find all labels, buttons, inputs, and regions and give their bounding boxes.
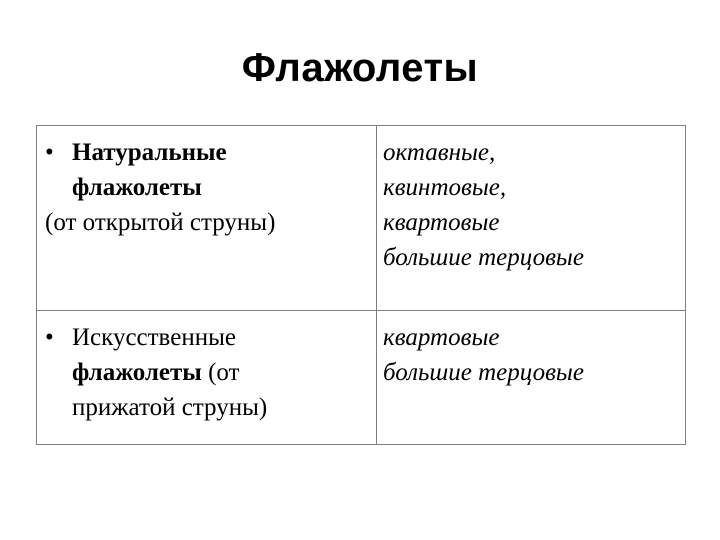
natural-harmonics-heading-cont: флажолеты: [72, 174, 202, 201]
table-row: [37, 126, 686, 311]
artificial-harmonics-types-cell: [377, 311, 686, 445]
artificial-harmonics-note: прижатой струны): [72, 394, 268, 421]
harmonic-type: большие терцовые: [383, 244, 584, 271]
natural-harmonics-heading: Натуральные: [72, 139, 227, 166]
artificial-harmonics-cell: [37, 311, 377, 445]
natural-harmonics-cell: [37, 126, 377, 311]
harmonic-type: квинтовые,: [383, 174, 507, 201]
artificial-harmonics-word: флажолеты: [72, 359, 202, 386]
slide-title: Флажолеты: [241, 46, 479, 90]
bullet-icon: •: [45, 139, 54, 166]
natural-harmonics-types-cell: [377, 126, 686, 311]
bullet-icon: •: [45, 324, 54, 351]
natural-harmonics-note: (от открытой струны): [45, 209, 276, 236]
table-row: [37, 311, 686, 445]
harmonic-type: квартовые: [383, 209, 500, 236]
artificial-harmonics-heading: Искусственные: [72, 324, 236, 351]
bullet-item: [45, 320, 372, 355]
harmonic-type: октавные,: [383, 139, 496, 166]
harmonic-type: квартовые: [383, 324, 500, 351]
artificial-harmonics-note-start: (от: [201, 359, 240, 386]
artificial-harmonics-heading-cont: [45, 355, 372, 390]
harmonics-table: [36, 125, 686, 445]
bullet-item: [45, 135, 372, 170]
harmonic-type: большие терцовые: [383, 359, 584, 386]
